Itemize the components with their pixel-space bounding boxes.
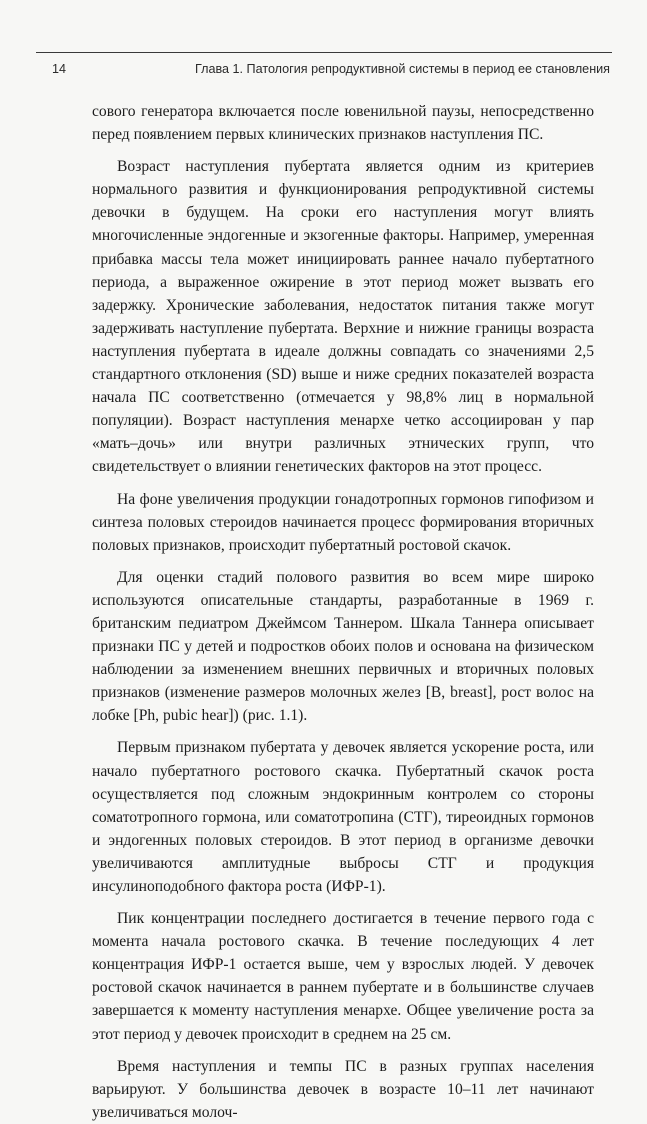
paragraph-6: Пик концентрации последнего достигается в течение первого года с момента начала ростового скачка. В течение последующих 4 лет концентрация ИФР-1 остается выше, чем у взрослых людей. У девочек ростовой скачок начинается в раннем пубертате и в большинстве случаев завершается к моменту наступления менархе. Общее увеличение роста за этот период у девочек происходит в среднем на 25 см. <box>92 910 594 1043</box>
paragraph-7: Время наступления и темпы ПС в разных группах населения варьируют. У большинства девочек в возрасте 10–11 лет начинают увеличиваться молоч- <box>92 1057 594 1121</box>
paragraph-5: Первым признаком пубертата у девочек является ускорение роста, или начало пубертатного ростового скачка. Пубертатный скачок роста осуществляется под сложным эндокринным контролем со стороны соматотропного гормона, или соматотропина (СТГ), тиреоидных гормонов и эндогенных половых стероидов. В этот период в организме девочки увеличиваются амплитудные выбросы СТГ и продукция инсулиноподобного фактора роста (ИФР-1). <box>92 739 594 895</box>
header-rule <box>36 52 612 53</box>
paragraph-1: сового генератора включается после ювенильной паузы, непосредственно перед появлением первых клинических признаков наступления ПС. <box>92 103 594 144</box>
paragraph-3: На фоне увеличения продукции гонадотропных гормонов гипофизом и синтеза половых стероидов начинается процесс формирования вторичных половых признаков, происходит пубертатный ростовой скачок. <box>92 490 594 554</box>
paragraph-2: Возраст наступления пубертата является одним из критериев нормального развития и функционирования репродуктивной системы девочки в будущем. На сроки его наступления могут влиять многочисленные эндогенные и экзогенные факторы. Например, умеренная прибавка массы тела может инициировать раннее начало пубертатного периода, а выраженное ожирение в этот период может вызвать его задержку. Хронические заболевания, недостаток питания также могут задерживать наступление пубертата. Верхние и нижние границы возраста наступления пубертата в идеале должны совпадать со значениями 2,5 стандартного отклонения (SD) выше и ниже средних показателей возраста начала ПС соответственно (отмечается у 98,8% лиц в нормальной популяции). Возраст наступления менархе четко ассоциирован у пар «мать–дочь» или внутри различных этнических групп, что свидетельствует о влиянии генетических факторов на этот процесс. <box>92 158 594 476</box>
body-text <box>92 100 594 1124</box>
running-head: Глава 1. Патология репродуктивной системы в период ее становления <box>195 62 610 76</box>
page-header <box>36 62 610 82</box>
paragraph-4: Для оценки стадий полового развития во всем мире широко используются описательные стандарты, разработанные в 1969 г. британским педиатром Джеймсом Таннером. Шкала Таннера описывает признаки ПС у детей и подростков обоих полов и основана на физическом наблюдении за изменением внешних первичных и вторичных половых признаков (изменение размеров молочных желез [B, breast], рост волос на лобке [Ph, pubic hear]) (рис. 1.1). <box>92 568 594 725</box>
page-number: 14 <box>52 62 67 76</box>
